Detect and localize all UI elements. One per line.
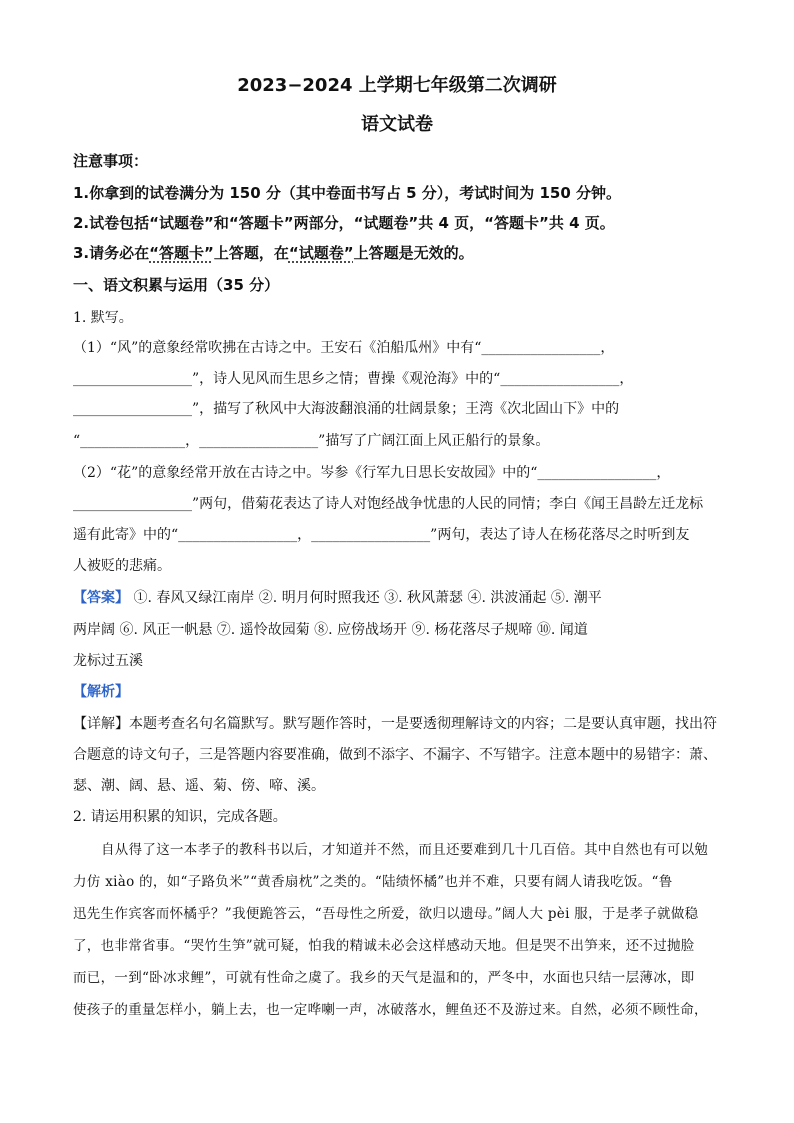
- answer-label: 【答案】: [73, 590, 129, 606]
- notice-item-3-post: 上答题是无效的。: [353, 244, 474, 262]
- passage-line: 迅先生作宾客而怀橘乎？”我便跪答云，“吾母性之所爱，欲归以遗母。”阔人大 pèi 服，于是孝子就做稳: [73, 906, 699, 922]
- passage-line: 使孩子的重量怎样小，躺上去，也一定哗喇一声，冰破落水，鲤鱼还不及游过来。自然，必须不顾性命，: [73, 1002, 708, 1018]
- answer-line: 两岸阔 ⑥. 风正一帆悬 ⑦. 遥怜故园菊 ⑧. 应傍战场开 ⑨. 杨花落尽子规啼 ⑩. 闻道: [73, 622, 588, 638]
- question-1-part1-line: _________________”，诗人见风而生思乡之情；曹操《观沧海》中的“_________________，: [73, 371, 634, 387]
- question-1-part2-line: 遥有此寄》中的“_________________，_________________”两句，表达了诗人在杨花落尽之时听到友: [73, 527, 690, 543]
- question-2-stem: 2. 请运用积累的知识，完成各题。: [73, 809, 287, 825]
- question-1-stem: 1. 默写。: [73, 310, 133, 326]
- question-1-part2-line: _________________”两句，借菊花表达了诗人对饱经战争忧患的人民的同情；李白《闻王昌龄左迁龙标: [73, 496, 704, 512]
- analysis-text: 本题考查名句名篇默写。默写题作答时，一是要透彻理解诗文的内容；二是要认真审题，找出符: [129, 716, 717, 732]
- page-subtitle: 语文试卷: [361, 114, 433, 135]
- passage-line: 而已，一到“卧冰求鲤”，可就有性命之虞了。我乡的天气是温和的，严冬中，水面也只结一层薄冰，即: [73, 970, 695, 986]
- question-1-part1-line: “_______________，_________________”描写了广阔江面上风正船行的景象。: [73, 433, 550, 449]
- answer-line: [73, 588, 733, 608]
- analysis-line: 瑟、潮、阔、悬、遥、菊、傍、啼、溪。: [73, 778, 325, 794]
- answer-text: ①. 春风又绿江南岸 ②. 明月何时照我还 ③. 秋风萧瑟 ④. 洪波涌起 ⑤. 潮平: [133, 590, 602, 606]
- notice-item-1: 1.你拿到的试卷满分为 150 分（其中卷面书写占 5 分），考试时间为 150 分钟。: [73, 184, 622, 202]
- page-title: 2023−2024 上学期七年级第二次调研: [237, 75, 557, 96]
- notice-emphasis-test-paper: “试题卷”: [288, 244, 354, 262]
- notice-emphasis-answer-card: “答题卡”: [149, 244, 214, 262]
- question-1-part2-line: （2）“花”的意象经常开放在古诗之中。岑参《行军九日思长安故园》中的“_________________，: [73, 465, 671, 481]
- analysis-label: 【解析】: [73, 684, 129, 700]
- question-1-part1-line: （1）“风”的意象经常吹拂在古诗之中。王安石《泊船瓜州》中有“_________________，: [73, 340, 615, 356]
- answer-line: 龙标过五溪: [73, 653, 143, 669]
- passage-line: 力仿 xiào 的，如“子路负米”“黄香扇枕”之类的。“陆绩怀橘”也并不难，只要有阔人请我吃饭。“鲁: [73, 874, 673, 890]
- detail-label: 【详解】: [73, 716, 129, 732]
- notice-item-3: [73, 243, 733, 263]
- passage-line: 了，也非常省事。“哭竹生笋”就可疑，怕我的精诚未必会这样感动天地。但是哭不出笋来，还不过抛脸: [73, 938, 695, 954]
- analysis-label-line: [73, 682, 733, 702]
- analysis-line: 合题意的诗文句子，三是答题内容要准确，做到不添字、不漏字、不写错字。注意本题中的易错字：萧、: [73, 747, 717, 763]
- analysis-line: [73, 714, 733, 734]
- notice-item-3-mid: 上答题，在: [213, 244, 289, 262]
- passage-line: 自从得了这一本孝子的教科书以后，才知道并不然，而且还要难到几十几百倍。其中自然也有可以勉: [101, 842, 709, 858]
- question-1-part2-line: 人被贬的悲痛。: [73, 558, 171, 574]
- notice-heading: 注意事项：: [73, 152, 149, 170]
- notice-item-2: 2.试卷包括“试题卷”和“答题卡”两部分，“试题卷”共 4 页，“答题卡”共 4 页。: [73, 214, 615, 232]
- notice-item-3-pre: 3.请务必在: [73, 244, 150, 262]
- section-heading-1: 一、语文积累与运用（35 分）: [73, 276, 280, 294]
- question-1-part1-line: _________________”，描写了秋风中大海波翻浪涌的壮阔景象；王湾《次北固山下》中的: [73, 401, 620, 417]
